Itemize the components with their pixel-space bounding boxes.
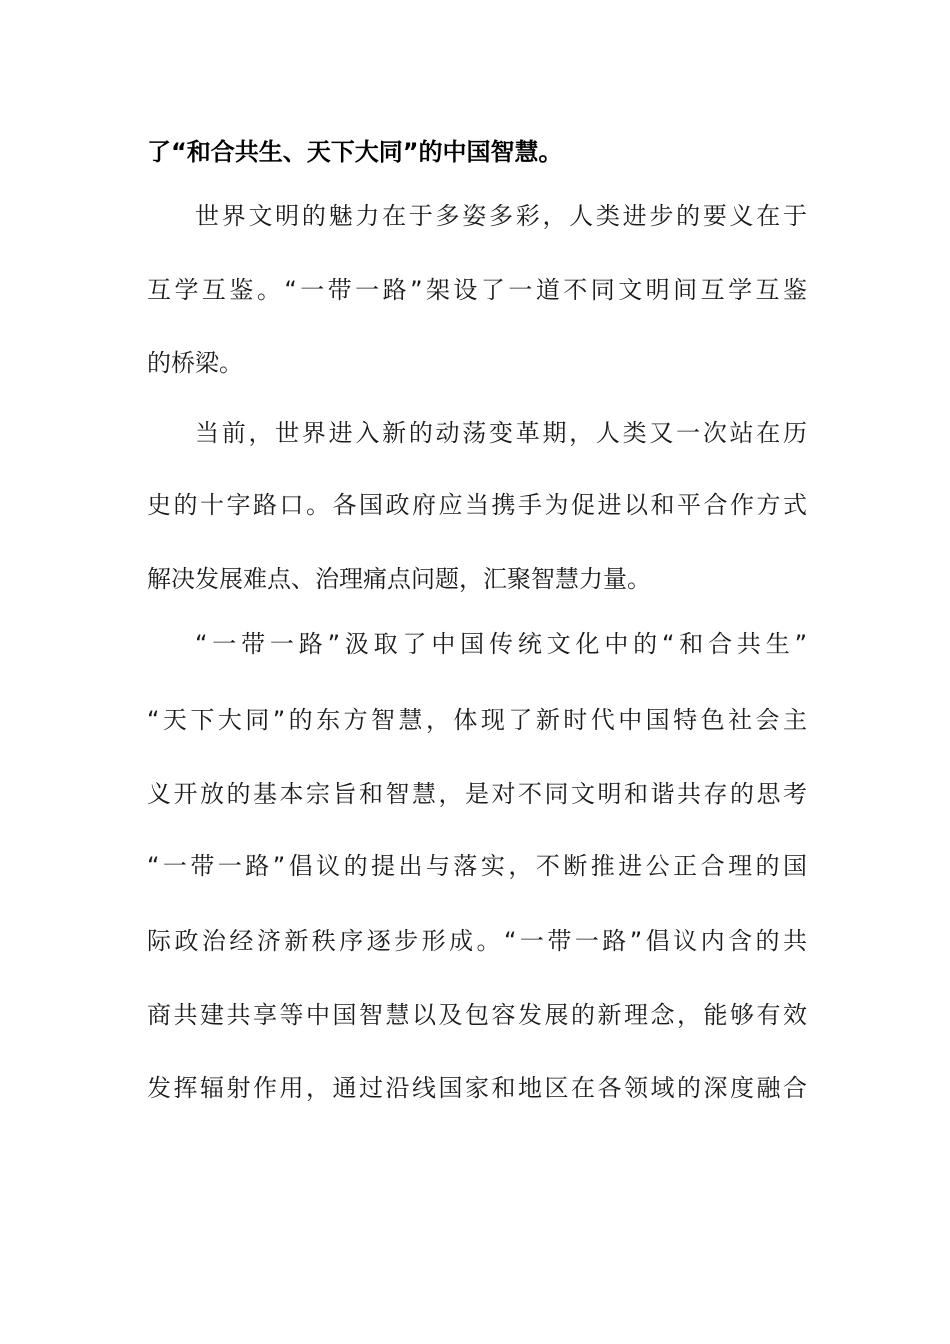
text-line-4: 的桥梁。 — [147, 349, 243, 377]
text-line-9: “天下大同”的东方智慧，体现了新时代中国特色社会主 — [147, 706, 807, 734]
text-line-11: “一带一路”倡议的提出与落实，不断推进公正合理的国 — [147, 852, 807, 880]
text-line-2: 世界文明的魅力在于多姿多彩，人类进步的要义在于 — [195, 202, 807, 230]
text-line-14: 发挥辐射作用，通过沿线国家和地区在各领域的深度融合 — [147, 1074, 807, 1102]
text-line-12: 际政治经济新秩序逐步形成。“一带一路”倡议内含的共 — [147, 927, 807, 955]
text-line-8: “一带一路”汲取了中国传统文化中的“和合共生” — [195, 630, 807, 658]
text-line-13: 商共建共享等中国智慧以及包容发展的新理念，能够有效 — [147, 1001, 807, 1029]
text-line-6: 史的十字路口。各国政府应当携手为促进以和平合作方式 — [147, 491, 807, 519]
text-line-10: 义开放的基本宗旨和智慧，是对不同文明和谐共存的思考 — [147, 780, 807, 808]
text-line-3: 互学互鉴。“一带一路”架设了一道不同文明间互学互鉴 — [147, 276, 807, 304]
text-line-1: 了“和合共生、天下大同”的中国智慧。 — [147, 138, 563, 166]
text-line-5: 当前，世界进入新的动荡变革期，人类又一次站在历 — [195, 419, 807, 447]
text-line-7: 解决发展难点、治理痛点问题，汇聚智慧力量。 — [147, 565, 651, 593]
